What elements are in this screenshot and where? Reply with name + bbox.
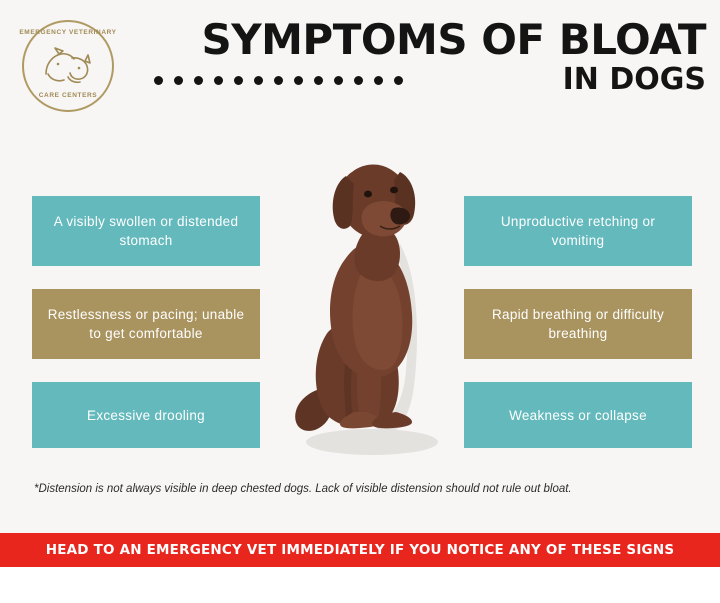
symptoms-column-left [32, 196, 260, 471]
dot-divider [154, 76, 403, 85]
divider-dot [194, 76, 203, 85]
bottom-strip [0, 567, 720, 603]
title-second-row [130, 62, 712, 106]
dog-eye-right [390, 187, 398, 194]
symptom-card: Excessive drooling [32, 382, 260, 448]
divider-dot [294, 76, 303, 85]
divider-dot [334, 76, 343, 85]
chocolate-labrador-illustration [268, 126, 458, 466]
logo-text-bottom: CARE CENTERS [38, 92, 98, 99]
dog-and-cat-icon [42, 44, 94, 86]
logo-text-top: EMERGENCY VETERINARY [19, 29, 117, 36]
divider-dot [354, 76, 363, 85]
symptom-card: Restlessness or pacing; unable to get comfortable [32, 289, 260, 359]
symptom-card: A visibly swollen or distended stomach [32, 196, 260, 266]
divider-dot [314, 76, 323, 85]
dog-ear-left [333, 176, 354, 229]
divider-dot [394, 76, 403, 85]
clinic-logo [16, 18, 124, 110]
symptom-card: Rapid breathing or difficulty breathing [464, 289, 692, 359]
symptoms-column-right [464, 196, 692, 471]
symptom-card: Weakness or collapse [464, 382, 692, 448]
divider-dot [234, 76, 243, 85]
poster-header [0, 0, 720, 118]
poster-body [0, 118, 720, 478]
page-subtitle: IN DOGS [562, 62, 706, 97]
emergency-banner [0, 533, 720, 567]
emergency-banner-text: HEAD TO AN EMERGENCY VET IMMEDIATELY IF YOU NOTICE ANY OF THESE SIGNS [45, 542, 675, 558]
divider-dot [254, 76, 263, 85]
divider-dot [274, 76, 283, 85]
title-block [130, 16, 712, 106]
symptom-card: Unproductive retching or vomiting [464, 196, 692, 266]
page-title: SYMPTOMS OF BLOAT [201, 15, 706, 64]
divider-dot [214, 76, 223, 85]
divider-dot [154, 76, 163, 85]
footnote-text: *Distension is not always visible in deep chested dogs. Lack of visible distension should not rule out bloat. [34, 483, 572, 495]
dog-eye-left [364, 191, 372, 198]
divider-dot [374, 76, 383, 85]
divider-dot [174, 76, 183, 85]
